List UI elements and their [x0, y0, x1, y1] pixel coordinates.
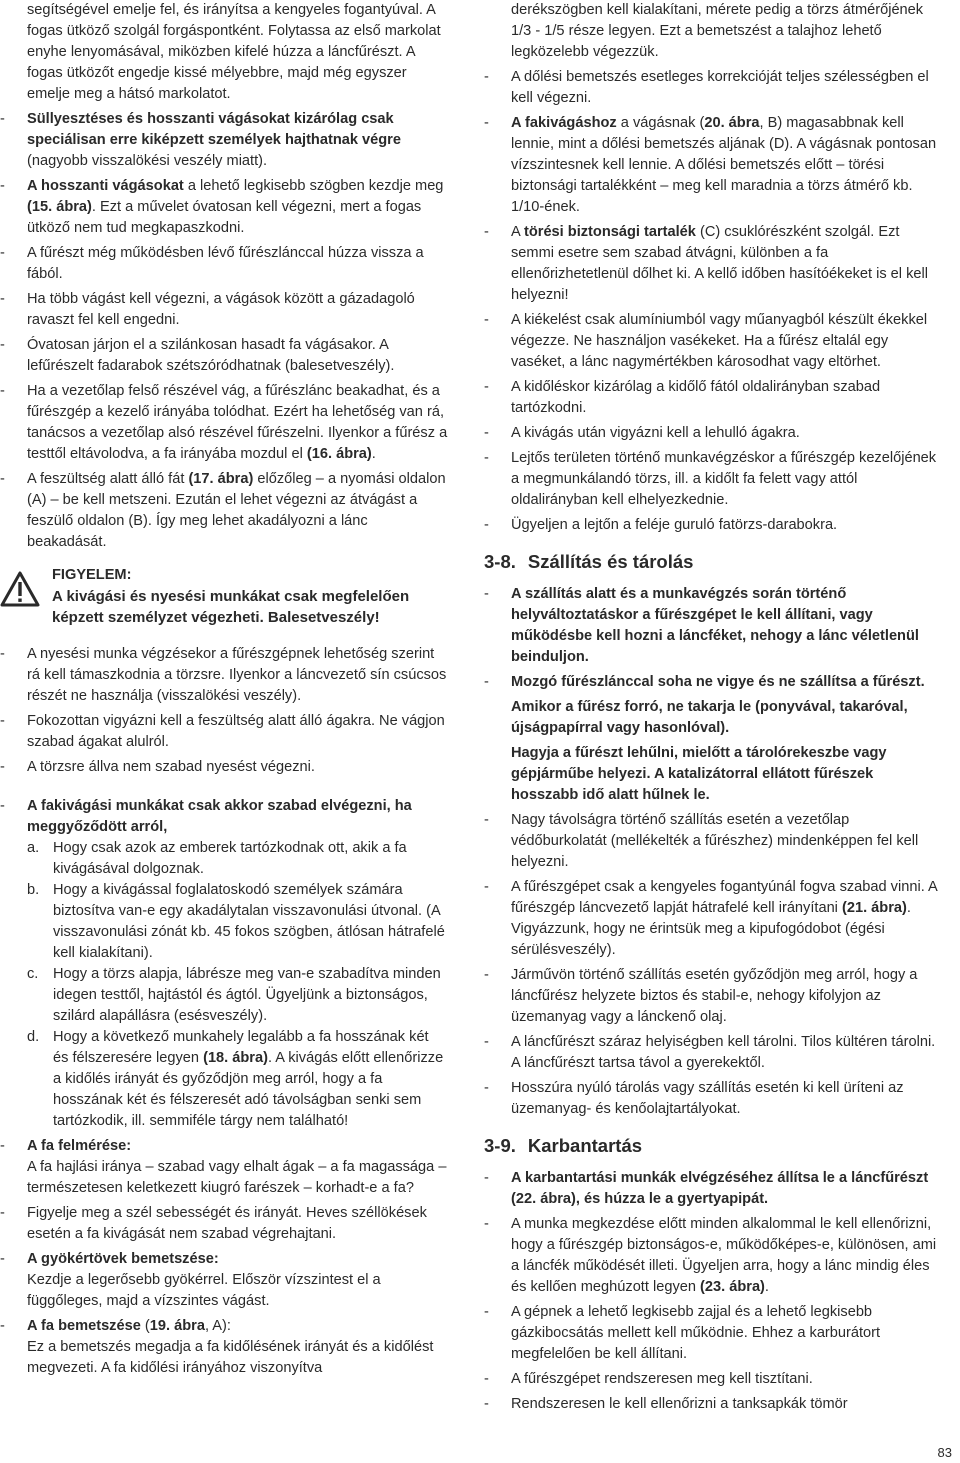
list-dash: - [0, 646, 5, 662]
section-heading-3-9: 3-9. Karbantartás [484, 1135, 643, 1156]
warning-box [0, 565, 448, 628]
assess-title: A fa felmérése: [27, 1138, 132, 1154]
list-dash: - [484, 69, 489, 85]
list-item: - Fokozottan vigyázni kell a feszültség alatt álló ágakra. Ne vágjon szabad ágakat alulról. [0, 713, 445, 750]
right-column [484, 0, 938, 1419]
list-item: - Rendszeresen le kell ellenőrizni a tanksapkák tömör [484, 1394, 938, 1415]
warning-triangle-icon [0, 571, 40, 607]
list-dash: - [0, 111, 5, 127]
list-item: - A munka megkezdése előtt minden alkalommal le kell ellenőrizni, hogy a fűrészgép biztonságos-e, működőképes-e, különösen, ami a láncfék működését illeti. Ügyeljen arra, hogy a lánc mindig éles és kellően meghúzott legyen (23. ábra). [484, 1216, 937, 1295]
warning-text: A kivágási és nyesési munkákat csak megfelelően képzett személyzet végezheti. Balesetveszély! [52, 588, 410, 626]
list-item: - Óvatosan járjon el a szilánkosan hasadt fa vágásakor. A lefűrészelt fadarabok szétszóródhatnak (balesetveszély). [0, 337, 395, 374]
list-item: - A fakivágáshoz a vágásnak (20. ábra, B) magasabbnak kell lennie, mint a dőlési bemetszés aljának (D). A vágásnak pontosan vízszintesnek kell lennie. A dőlési bemetszés előtt – törési biztonsági tartalékként – meg kell maradnia a törzs átmérő kb. 1/10-ének. [484, 115, 937, 215]
list-dash: - [0, 759, 5, 775]
left-intro: segítségével emelje fel, és irányítsa a kengyeles fogantyúval. A fogas ütköző szolgál forgáspontként. Folytassa az első markolat enyhe lenyomásával, miközben kifelé húzza a láncfűrészt. A fogas ütközőt engedje kissé mélyebbre, majd még egyszer emelje meg a hátsó markolatot. [27, 2, 441, 102]
hot-note-2: Hagyja a fűrészt lehűlni, mielőtt a tárolórekeszbe vagy gépjárműbe helyezi. A katalizátorral ellátott fűrészek hosszabb idő alatt hűlnek le. [511, 745, 887, 803]
felling-title: A fakivágási munkákat csak akkor szabad elvégezni, ha meggyőződött arról, [27, 798, 412, 835]
list-item: - A dőlési bemetszés esetleges korrekcióját teljes szélességben el kell végezni. [484, 69, 929, 106]
list-dash: - [484, 312, 489, 328]
list-item: - A fűrészgépet csak a kengyeles fogantyúnál fogva szabad vinni. A fűrészgép láncvezető lapját hátrafelé kell irányítani (21. ábra). Vigyázzunk, hogy ne érintsük meg a kipufogódobot (égési sérülésveszély). [484, 879, 937, 958]
list-dash: - [484, 425, 489, 441]
list-item: - A kiékelést csak alumíniumból vagy műanyagból készült ékekkel végezze. Ne használjon vasékeket. Ha a fűrész eltalál egy vaséket, a lánc nagymértékben károsodhat vagy eltörhet. [484, 312, 928, 370]
list-dash: - [484, 812, 489, 828]
right-list-3 [484, 810, 938, 1120]
list-item: - Mozgó fűrészlánccal soha ne vigye és ne szállítsa a fűrészt. [484, 672, 938, 693]
list-item: - A szállítás alatt és a munkavégzés során történő helyváltoztatáskor a fűrészgépet le kell állítani, vagy működésbe kell hozni a láncféket, nehogy a lánc véletlenül beinduljon. [484, 586, 919, 665]
notch-title: A fa bemetszése (19. ábra, A): [27, 1318, 231, 1334]
list-dash: - [484, 967, 489, 983]
roots-section: - A gyökértövek bemetszése: Kezdje a legerősebb gyökérrel. Először vízszintest el a függőleges, majd a vízszintes vágást. [0, 1249, 448, 1312]
list-dash: - [484, 224, 489, 240]
left-list-1 [0, 109, 448, 553]
wind-item: - Figyelje meg a szél sebességét és irányát. Heves széllökések esetén a fa kivágását nem szabad végrehajtani. [0, 1205, 427, 1242]
felling-sub-a: a. Hogy csak azok az emberek tartózkodnak ott, akik a fa kivágásával dolgoznak. [27, 840, 407, 877]
list-dash: - [484, 1034, 489, 1050]
list-dash: - [484, 1216, 489, 1232]
felling-sub-c: c. Hogy a törzs alapja, lábrésze meg van-e szabadítva minden idegen testtől, hajtástól és ágtól. Ügyeljünk a biztonságos, szilárd alapállásra (esésveszély). [27, 966, 441, 1024]
list-item: - A feszültség alatt álló fát (17. ábra) előzőleg – a nyomási oldalon (A) – be kell metszeni. Ezután el lehet végezni az átvágást a feszülő oldalon (B). Így meg lehet akadályozni a lánc beakadását. [0, 471, 446, 550]
list-item: - Ha a vezetőlap felső részével vág, a fűrészlánc beakadhat, és a fűrészgép a kezelő irányába tolódhat. Ezért ha lehetőség van rá, tanácsos a vezetőlap alsó részével fűrészelni. Ilyenkor a fűrész a testtől eltávolodva, a fa irányába mozdul el (16. ábra). [0, 383, 448, 462]
list-dash: - [0, 471, 5, 487]
notch-text: Ez a bemetszés megadja a fa kidőlésének irányát és a kidőlést megvezeti. A fa kidőlési irányához viszonyítva [27, 1339, 434, 1376]
list-item: - A nyesési munka végzésekor a fűrészgépnek lehetőség szerint rá kell támaszkodnia a törzsre. Ilyenkor a láncvezető sín csúcsos részét ne használja (visszalökési veszély). [0, 646, 447, 704]
list-dash: - [0, 337, 5, 353]
left-column [0, 0, 448, 1383]
list-item: - Süllyesztéses és hosszanti vágásokat kizárólag csak speciálisan erre kiképzett személyek hajthatnak végre (nagyobb visszalökési veszély miatt). [0, 111, 401, 169]
list-dash: - [484, 379, 489, 395]
list-dash: - [0, 383, 5, 399]
list-item: - A kidőléskor kizárólag a kidőlő fától oldalirányban szabad tartózkodni. [484, 379, 881, 416]
assess-section: - A fa felmérése: A fa hajlási iránya – szabad vagy elhalt ágak – a fa magassága – természetesen keletkezett kiugró farészek – korhadt-e a fa? [0, 1136, 448, 1199]
list-dash: - [484, 1304, 489, 1320]
list-dash: - [484, 450, 489, 466]
left-list-2 [0, 644, 448, 778]
list-dash: - [484, 115, 489, 131]
list-item: - A törzsre állva nem szabad nyesést végezni. [0, 757, 448, 778]
felling-sub-b: b. Hogy a kivágással foglalatoskodó személyek számára biztosítva van-e egy akadálytalan visszavonulási útvonal. (A visszavonulási zónát kb. 45 fokos szögben, átlósan hátrafelé kell kialakítani). [27, 882, 445, 961]
list-item: - A gépnek a lehető legkisebb zajjal és a lehető legkisebb gázkibocsátás mellett kell működnie. Ehhez a karburátort megfelelően be kell állítani. [484, 1304, 881, 1362]
felling-section [0, 796, 448, 1132]
right-list-2 [484, 584, 938, 693]
list-dash: - [484, 1170, 489, 1186]
right-list-1 [484, 67, 938, 536]
list-item: - Lejtős területen történő munkavégzéskor a fűrészgép kezelőjének a megmunkálandó törzs, ill. a kidőlt fa felett vagy attól oldalirányban kell elhelyezkednie. [484, 450, 937, 508]
list-dash: - [0, 798, 5, 814]
list-dash: - [484, 879, 489, 895]
list-dash: - [484, 1080, 489, 1096]
list-dash: - [484, 586, 489, 602]
right-list-4 [484, 1168, 938, 1415]
list-dash: - [0, 291, 5, 307]
assess-text: A fa hajlási iránya – szabad vagy elhalt ágak – a fa magassága – természetesen keletkezett kiugró farészek – korhadt-e a fa? [27, 1159, 447, 1196]
list-dash: - [0, 178, 5, 194]
list-item: - Hosszúra nyúló tárolás vagy szállítás esetén ki kell üríteni az üzemanyag- és kenőolajtartályokat. [484, 1080, 904, 1117]
list-dash: - [484, 517, 489, 533]
list-dash: - [0, 245, 5, 261]
felling-subs [27, 838, 448, 1132]
list-dash: - [0, 713, 5, 729]
list-dash: - [484, 674, 489, 690]
list-item: - A kivágás után vigyázni kell a lehulló ágakra. [484, 423, 938, 444]
list-item: - A láncfűrészt száraz helyiségben kell tárolni. Tilos kültéren tárolni. A láncfűrészt tartsa távol a gyerekektől. [484, 1034, 936, 1071]
right-intro: derékszögben kell kialakítani, mérete pedig a törzs átmérőjének 1/3 - 1/5 része legyen. Ezt a bemetszést a talajhoz lehető legközelebb végezzük. [511, 2, 924, 60]
list-item: - Járművön történő szállítás esetén győződjön meg arról, hogy a láncfűrész helyzete biztos és stabil-e, nehogy kifolyjon az üzemanyag vagy a lánckenő olaj. [484, 967, 918, 1025]
list-item: - A fűrészgépet rendszeresen meg kell tisztítani. [484, 1369, 938, 1390]
list-item: - A fűrészt még működésben lévő fűrészlánccal húzza vissza a fából. [0, 245, 424, 282]
list-dash: - [484, 1371, 489, 1387]
felling-sub-d: d. Hogy a következő munkahely legalább a fa hosszának két és félszeresére legyen (18. ábra). A kivágás előtt ellenőrizze a kidőlés irányát és győződjön meg arról, hogy a fa hosszának két és félszeresét adó távolságban senki sem tartózkodik, ill. semmiféle tárgy nem található! [27, 1029, 444, 1129]
list-item: - Nagy távolságra történő szállítás esetén a vezetőlap védőburkolatát (mellékelték a fűrészhez) mindenképpen fel kell helyezni. [484, 812, 919, 870]
list-item: - Ügyeljen a lejtőn a feléje guruló fatörzs-darabokra. [484, 515, 938, 536]
list-item: - A karbantartási munkák elvégzéséhez állítsa le a láncfűrészt (22. ábra), és húzza le a gyertyapipát. [484, 1170, 929, 1207]
roots-title: A gyökértövek bemetszése: [27, 1251, 219, 1267]
page-number: 83 [937, 1445, 952, 1460]
list-item: - A hosszanti vágásokat a lehető legkisebb szögben kezdje meg (15. ábra). Ezt a művelet óvatosan kell végezni, mert a fogas ütköző nem tud megkapaszkodni. [0, 178, 444, 236]
section-heading-3-8: 3-8. Szállítás és tárolás [484, 551, 694, 572]
roots-text: Kezdje a legerősebb gyökérrel. Először vízszintest el a függőleges, majd a vízszintes vágást. [27, 1272, 381, 1309]
hot-note-1: Amikor a fűrész forró, ne takarja le (ponyvával, takaróval, újságpapírral vagy hasonlóval). [511, 699, 908, 736]
list-item: - A törési biztonsági tartalék (C) csuklórészként szolgál. Ezt semmi esetre sem szabad átvágni, különben a fa ellenőrizhetetlenül dőlhet ki. A kellő időben hasítóékeket is el kell helyezni! [484, 224, 928, 303]
list-dash: - [484, 1396, 489, 1412]
notch-section: - A fa bemetszése (19. ábra, A): Ez a bemetszés megadja a fa kidőlésének irányát és a kidőlést megvezeti. A fa kidőlési irányához viszonyítva [0, 1316, 448, 1379]
warning-title: FIGYELEM: [52, 567, 132, 583]
list-item: - Ha több vágást kell végezni, a vágások között a gázadagoló ravaszt fel kell engedni. [0, 291, 415, 328]
